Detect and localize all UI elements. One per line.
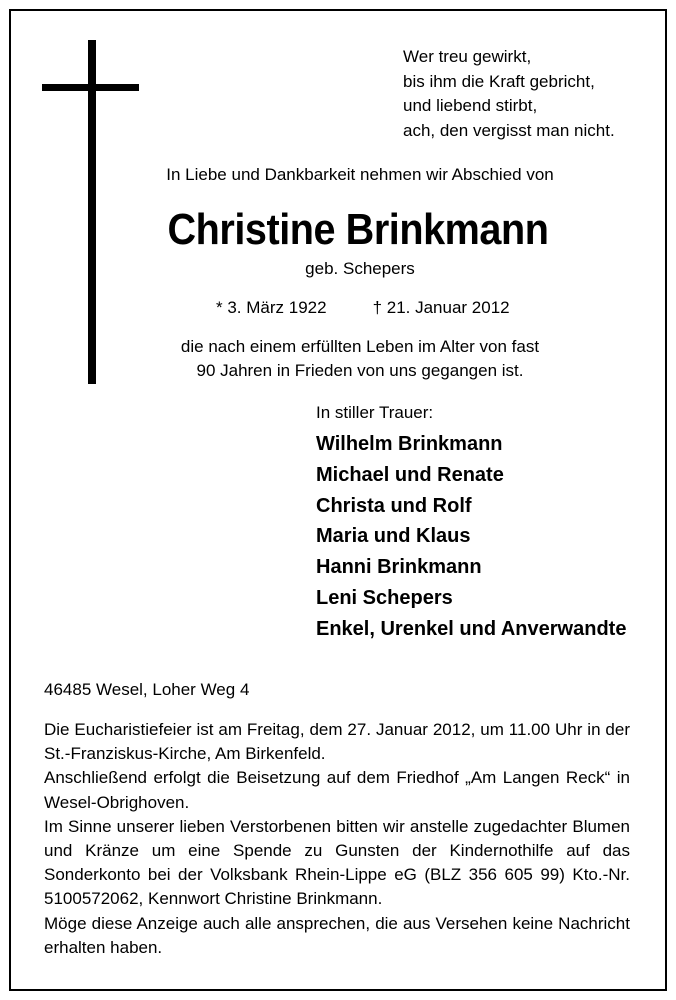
obituary-notice <box>9 9 667 991</box>
mourner-name: Maria und Klaus <box>316 525 471 548</box>
mourner-name: Leni Schepers <box>316 586 453 609</box>
funeral-notice <box>44 718 630 960</box>
life-text-line: die nach einem erfüllten Leben im Alter von fast <box>180 337 540 356</box>
notice-paragraph: Möge diese Anzeige auch alle ansprechen, die aus Versehen keine Nachricht erhalten haben. <box>44 913 630 957</box>
mourner-name: Wilhelm Brinkmann <box>316 433 503 455</box>
death-date: † 21. Januar 2012 <box>372 298 510 317</box>
cross-icon-bar <box>42 84 139 91</box>
mourner-name: Christa und Rolf <box>316 494 472 517</box>
poem-line: bis ihm die Kraft gebricht, <box>403 71 595 91</box>
deceased-name: Christine Brinkmann <box>167 205 549 254</box>
notice-paragraph: Im Sinne unserer lieben Verstorbenen bitten wir anstelle zugedachter Blumen und Kränze um eine Spende zu Gunsten der Kindernothilfe auf das Sonderkonto bei der Volksbank Rhein-Lippe eG (BLZ 356 605 99) Kto.-Nr. 5100572062, Kennwort Christine Brinkmann. <box>44 816 630 909</box>
notice-paragraph: Die Eucharistiefeier ist am Freitag, dem 27. Januar 2012, um 11.00 Uhr in der St.-Franziskus-Kirche, Am Birkenfeld. <box>44 720 630 764</box>
address: 46485 Wesel, Loher Weg 4 <box>44 680 250 699</box>
poem <box>403 45 615 143</box>
mourner-name: Michael und Renate <box>316 463 504 486</box>
intro-text: In Liebe und Dankbarkeit nehmen wir Abschied von <box>166 165 554 184</box>
poem-line: Wer treu gewirkt, <box>403 47 532 66</box>
life-text-line: 90 Jahren in Frieden von uns gegangen ist. <box>196 361 524 380</box>
birth-date: * 3. März 1922 <box>216 298 327 317</box>
mourner-name: Hanni Brinkmann <box>316 556 482 579</box>
born-name: geb. Schepers <box>305 259 415 278</box>
poem-line: und liebend stirbt, <box>403 96 538 115</box>
mourners-label: In stiller Trauer: <box>316 403 434 422</box>
mourners-section <box>316 403 626 645</box>
life-text <box>11 335 669 383</box>
mourner-name: Enkel, Urenkel und Anverwandte <box>316 617 627 640</box>
notice-paragraph: Anschließend erfolgt die Beisetzung auf dem Friedhof „Am Langen Reck“ in Wesel-Obrighoven. <box>44 768 630 812</box>
poem-line: ach, den vergisst man nicht. <box>403 120 615 140</box>
life-dates <box>216 298 510 318</box>
